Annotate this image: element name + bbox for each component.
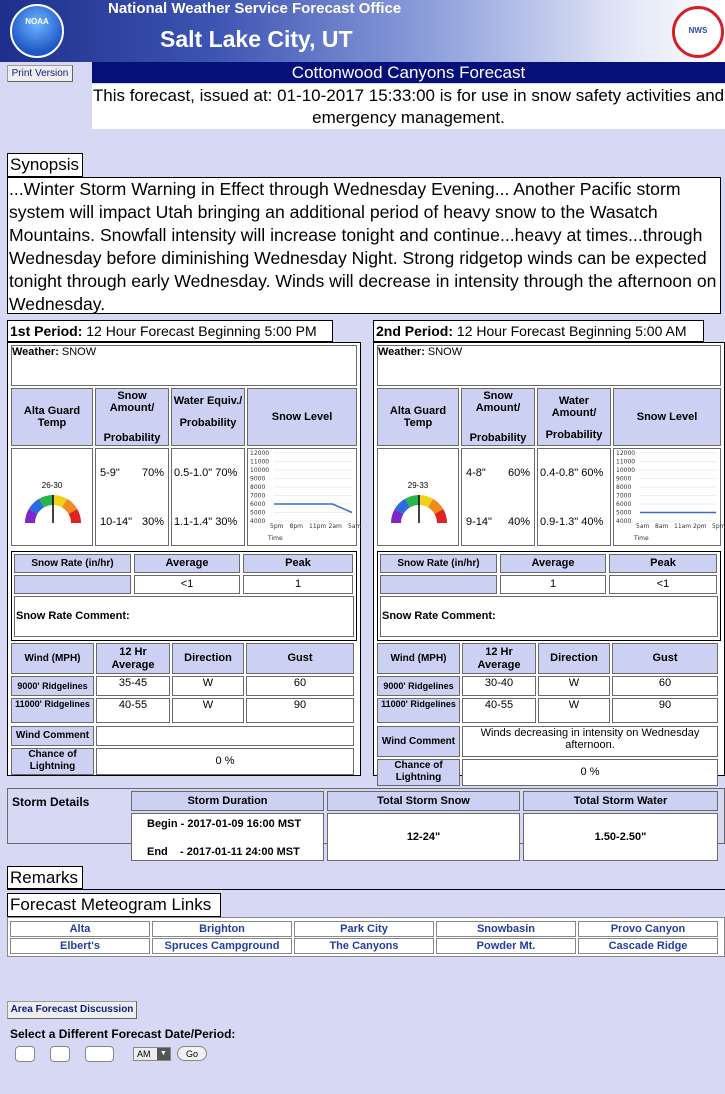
wind-block	[377, 643, 721, 783]
weather-label: Weather:	[12, 346, 59, 358]
period-title-bold: 2nd Period:	[376, 323, 454, 339]
storm-details	[7, 788, 725, 858]
period-title-rest: 12 Hour Forecast Beginning 5:00 PM	[82, 323, 317, 339]
storm-end: End - 2017-01-11 24:00 MST	[147, 846, 300, 858]
snow-rate-comment	[14, 596, 354, 637]
chart-y-tick-label: 8000	[616, 484, 632, 491]
wind-row-average: 40-55	[96, 698, 170, 723]
snow-rate-comment-label: Snow Rate Comment:	[16, 610, 130, 622]
snow-rate-average: <1	[134, 575, 240, 594]
area-forecast-discussion-button[interactable]: Area Forecast Discussion	[7, 1001, 137, 1019]
forecast-title: Cottonwood Canyons Forecast	[92, 62, 725, 83]
amount-header-prob: Probability	[469, 432, 527, 444]
wind-row-gust: 90	[612, 698, 718, 723]
synopsis-text: ...Winter Storm Warning in Effect through Wednesday Evening... Another Pacific storm system will impact Utah bringing an additional period of heavy snow to the Wasatch Mountains. Snowfall intensity will increase tonight and continue...heavy at times...through Wednesday before diminishing Wednesday Night. Strong ridgetop winds can be expected tonight through early Wednesday. Winds will decrease in intensity through the afternoon on Wednesday.	[7, 177, 721, 314]
water-header-top: Water Amount/	[551, 395, 597, 419]
water-1: 0.4-0.8" 60%	[540, 467, 604, 479]
weather-label: Weather:	[378, 346, 425, 358]
meteogram-link[interactable]: Powder Mt.	[436, 938, 576, 954]
amount-1: 5-9"	[100, 467, 120, 479]
chart-x-tick-label: 11am	[674, 523, 692, 530]
period-title	[7, 320, 333, 342]
lightning-value: 0 %	[462, 759, 718, 786]
water-header	[537, 388, 611, 446]
period-2-panel	[373, 318, 725, 784]
total-storm-water-header: Total Storm Water	[523, 791, 718, 811]
water-cell	[171, 448, 245, 546]
snow-rate-peak-header: Peak	[243, 554, 353, 573]
header-banner	[0, 0, 725, 62]
meteogram-link[interactable]: Elbert's	[10, 938, 150, 954]
snow-rate-comment-label: Snow Rate Comment:	[382, 610, 496, 622]
snow-level-header: Snow Level	[613, 388, 721, 446]
thermometer-gauge-icon	[23, 491, 83, 527]
wind-row-gust: 90	[246, 698, 354, 723]
water-header-prob: Probability	[545, 429, 603, 441]
wind-direction-header: Direction	[538, 643, 610, 674]
storm-details-label: Storm Details	[12, 795, 90, 809]
chart-y-tick-label: 12000	[616, 450, 636, 457]
chart-y-tick-label: 5000	[250, 509, 266, 517]
snow-rate-header: Snow Rate (in/hr)	[14, 554, 131, 573]
temp-value: 29-33	[407, 481, 429, 490]
go-button[interactable]: Go	[177, 1046, 207, 1061]
water-header-top: Water Equiv./	[173, 395, 243, 407]
nws-logo[interactable]: NWS	[672, 6, 724, 58]
snow-level-header: Snow Level	[247, 388, 357, 446]
wind-row-level: 11000' Ridgelines	[11, 698, 94, 723]
weather-value: SNOW	[427, 346, 463, 358]
ampm-select[interactable]: AM ▼	[133, 1047, 171, 1061]
chart-x-tick-label: 5pm	[712, 523, 725, 530]
wind-comment-text: Winds decreasing in intensity on Wednesday afternoon.	[462, 726, 718, 757]
meteogram-link[interactable]: Brighton	[152, 921, 292, 937]
wind-header: Wind (MPH)	[11, 643, 94, 674]
office-name: National Weather Service Forecast Office	[108, 0, 402, 17]
wind-direction-header: Direction	[172, 643, 244, 674]
wind-comment-label: Wind Comment	[11, 726, 94, 746]
chart-y-tick-label: 6000	[616, 501, 632, 508]
wind-row-direction: W	[172, 698, 244, 723]
wind-row-direction: W	[538, 698, 610, 723]
amount-header	[95, 388, 169, 446]
period-title	[373, 320, 704, 342]
wind-row-level: 11000' Ridgelines	[377, 698, 460, 723]
wind-average-header: 12 Hr Average	[462, 643, 536, 674]
total-storm-snow: 12-24"	[327, 813, 520, 861]
water-1: 0.5-1.0" 70%	[174, 467, 238, 479]
chart-y-tick-label: 6000	[250, 501, 266, 508]
snow-rate-block	[377, 551, 721, 641]
remarks-divider	[7, 889, 725, 890]
temp-header: Alta Guard Temp	[377, 388, 459, 446]
chart-x-tick-label: 2pm	[693, 523, 707, 530]
chart-y-tick-label: 4000	[250, 518, 266, 525]
chart-x-tick-label: 5am	[348, 523, 362, 530]
issued-text: This forecast, issued at: 01-10-2017 15:33:00 is for use in snow safety activities and emergency management.	[92, 86, 725, 127]
snow-rate-blank	[380, 575, 497, 594]
meteogram-link[interactable]: The Canyons	[294, 938, 434, 954]
snow-rate-average-header: Average	[134, 554, 240, 573]
snow-rate-peak: <1	[609, 575, 717, 594]
prob-1: 60%	[507, 467, 530, 479]
chart-y-tick-label: 11000	[616, 458, 636, 466]
chart-y-tick-label: 4000	[616, 518, 632, 525]
chart-y-tick-label: 10000	[250, 467, 270, 474]
period-title-rest: 12 Hour Forecast Beginning 5:00 AM	[453, 323, 687, 339]
wind-row-average: 35-45	[96, 676, 170, 696]
snow-rate-average-header: Average	[500, 554, 606, 573]
amount-header	[461, 388, 535, 446]
snow-rate-block	[11, 551, 357, 641]
snow-level-meteogram	[613, 448, 725, 546]
weather-box	[11, 345, 357, 386]
total-storm-water: 1.50-2.50"	[523, 813, 718, 861]
wind-row-level: 9000' Ridgelines	[11, 676, 94, 696]
chart-y-tick-label: 5000	[616, 509, 632, 517]
temp-value: 26-30	[41, 481, 63, 490]
chart-y-tick-label: 8000	[250, 484, 266, 491]
prob-2: 30%	[141, 516, 164, 528]
wind-comment-text	[96, 726, 354, 746]
year-input[interactable]	[85, 1046, 114, 1062]
meteogram-link[interactable]: Provo Canyon	[578, 921, 718, 937]
wind-row-direction: W	[538, 676, 610, 696]
wind-block	[11, 643, 357, 776]
amount-cell	[95, 448, 169, 546]
weather-box	[377, 345, 721, 386]
wind-gust-header: Gust	[246, 643, 354, 674]
water-2: 0.9-1.3" 40%	[540, 516, 604, 528]
wind-row-gust: 60	[246, 676, 354, 696]
meteogram-links-label: Forecast Meteogram Links	[7, 893, 221, 917]
wind-average-header: 12 Hr Average	[96, 643, 170, 674]
amount-header-prob: Probability	[103, 432, 161, 444]
total-storm-snow-header: Total Storm Snow	[327, 791, 520, 811]
snow-rate-blank	[14, 575, 131, 594]
chart-x-tick-label: 2am	[328, 523, 342, 530]
synopsis-label: Synopsis	[7, 153, 83, 177]
meteogram-link[interactable]: Park City	[294, 921, 434, 937]
amount-2: 10-14"	[100, 516, 133, 528]
snow-rate-peak-header: Peak	[609, 554, 717, 573]
meteogram-link[interactable]: Spruces Campground	[152, 938, 292, 954]
wind-row-gust: 60	[612, 676, 718, 696]
amount-1: 4-8"	[466, 467, 486, 479]
day-input[interactable]	[50, 1046, 70, 1062]
chart-y-tick-label: 7000	[616, 492, 632, 500]
snow-level-meteogram	[247, 448, 362, 546]
amount-header-top: Snow Amount/	[109, 390, 155, 414]
lightning-label: Chance of Lightning	[11, 748, 94, 775]
chart-y-tick-label: 9000	[616, 475, 632, 483]
chart-x-tick-label: 8am	[655, 523, 669, 530]
water-header	[171, 388, 245, 446]
print-version-button[interactable]: Print Version	[7, 65, 73, 82]
weather-value: SNOW	[61, 346, 97, 358]
snow-rate-comment	[380, 596, 718, 637]
lightning-value: 0 %	[96, 748, 354, 775]
thermometer-gauge-icon	[389, 491, 449, 527]
chart-y-tick-label: 11000	[250, 458, 270, 466]
chart-y-tick-label: 12000	[250, 450, 270, 457]
wind-row-average: 40-55	[462, 698, 536, 723]
snow-level-chart	[248, 449, 362, 545]
snow-rate-header: Snow Rate (in/hr)	[380, 554, 497, 573]
chart-x-axis-title: Time	[268, 535, 283, 542]
chevron-down-icon: ▼	[157, 1048, 170, 1060]
meteogram-link[interactable]: Snowbasin	[436, 921, 576, 937]
amount-2: 9-14"	[466, 516, 492, 528]
snow-level-chart	[614, 449, 725, 545]
prob-1: 70%	[141, 467, 164, 479]
snow-rate-peak: 1	[243, 575, 353, 594]
snow-level-series-line	[274, 504, 352, 513]
temp-cell	[11, 448, 93, 546]
amount-header-top: Snow Amount/	[475, 390, 521, 414]
chart-x-tick-label: 8pm	[289, 523, 303, 530]
noaa-logo[interactable]: NOAA	[10, 4, 64, 58]
wind-row-direction: W	[172, 676, 244, 696]
water-cell	[537, 448, 611, 546]
remarks-label: Remarks	[7, 866, 83, 889]
month-input[interactable]	[15, 1046, 35, 1062]
chart-y-tick-label: 10000	[616, 467, 636, 474]
select-label: Select a Different Forecast Date/Period:	[10, 1027, 236, 1041]
snow-rate-average: 1	[500, 575, 606, 594]
chart-x-tick-label: 5pm	[270, 523, 284, 530]
wind-row-average: 30-40	[462, 676, 536, 696]
chart-x-tick-label: 11pm	[309, 523, 327, 530]
storm-duration-header: Storm Duration	[131, 791, 324, 811]
chart-x-axis-title: Time	[634, 535, 649, 542]
wind-comment-label: Wind Comment	[377, 726, 460, 757]
chart-y-tick-label: 9000	[250, 475, 266, 483]
meteogram-link[interactable]: Alta	[10, 921, 150, 937]
chart-x-tick-label: 5am	[636, 523, 650, 530]
period-body	[7, 342, 361, 776]
period-1-panel	[7, 318, 365, 784]
office-city: Salt Lake City, UT	[160, 26, 353, 52]
temp-header: Alta Guard Temp	[11, 388, 93, 446]
period-body	[373, 342, 725, 783]
water-header-prob: Probability	[179, 417, 237, 429]
amount-cell	[461, 448, 535, 546]
water-2: 1.1-1.4" 30%	[174, 516, 238, 528]
storm-begin: Begin - 2017-01-09 16:00 MST	[147, 818, 302, 830]
lightning-label: Chance of Lightning	[377, 759, 460, 786]
temp-cell	[377, 448, 459, 546]
period-title-bold: 1st Period:	[10, 323, 83, 339]
prob-2: 40%	[507, 516, 530, 528]
chart-y-tick-label: 7000	[250, 492, 266, 500]
meteogram-link[interactable]: Cascade Ridge	[578, 938, 718, 954]
wind-header: Wind (MPH)	[377, 643, 460, 674]
wind-gust-header: Gust	[612, 643, 718, 674]
storm-duration-values	[131, 813, 324, 861]
wind-row-level: 9000' Ridgelines	[377, 676, 460, 696]
